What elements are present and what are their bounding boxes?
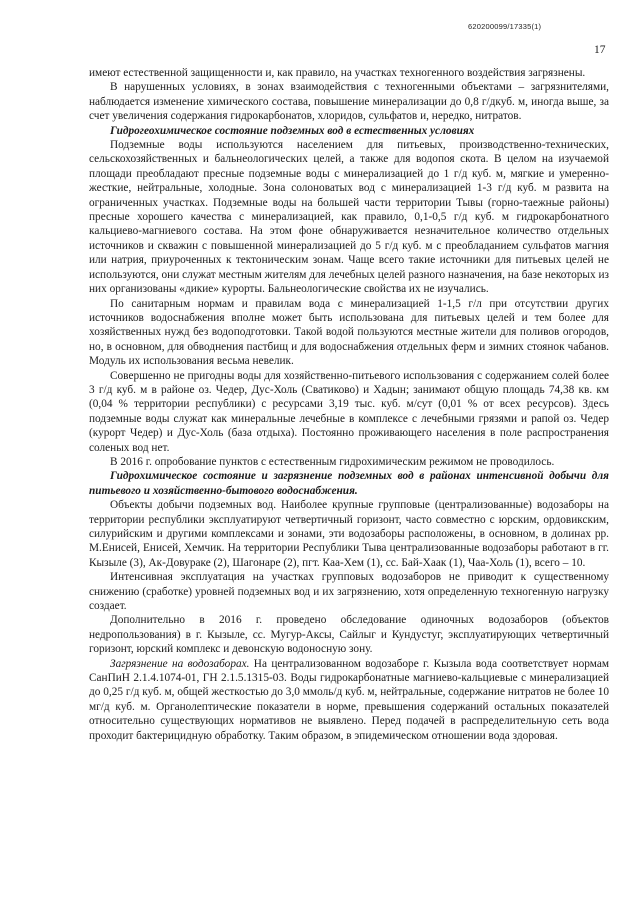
paragraph: По санитарным нормам и правилам вода с минерализацией 1-1,5 г/л при отсутствии других источников водоснабжения вполне может быть использована для питьевых целей и тем более для хозяйственных нужд без водоподготовки. Такой водой пользуются местные жители для поливов огородов, но, в основном, для обводнения пастбищ и для водоснабжения отдельных ферм и зимних стоянок чабанов. Модуль их использования весьма невелик. — [89, 297, 609, 368]
paragraph: Совершенно не пригодны воды для хозяйственно-питьевого использования с содержанием солей более 3 г/д куб. м в районе оз. Чедер, Дус-Холь (Сватиково) и Хадын; занимают общую площадь 74,38 кв. км (0,04 % территории республики) с ресурсами 3,19 тыс. куб. м/сут (0,01 % от всех ресурсов). Здесь подземные воды служат как минеральные лечебные в комплексе с лечебными грязями и рапой оз. Чедер (курорт Чедер) и Дус-Холь (база отдыха). Постоянно проживающего населения в поле распространения соленых вод нет. — [89, 369, 609, 454]
paragraph: В 2016 г. опробование пунктов с естественным гидрохимическим режимом не проводилось. — [110, 455, 555, 468]
paragraph: имеют естественной защищенности и, как правило, на участках техногенного воздействия загрязнены. — [89, 67, 586, 79]
paragraph: Подземные воды используются населением для питьевых, производственно-технических, сельскохозяйственных и бальнеологических целей, а также для водопоя скота. В целом на изучаемой площади преобладают пресные подземные воды с минерализацией до 1 г/д куб. м, мягкие и умеренно-жесткие, нейтральные, холодные. Зона солоноватых вод с минерализацией 1-3 г/д куб. м развита на ограниченных участках. Подземные воды на большей части территории Тывы (горно-таежные районы) пресные хорошего качества с минерализацией, как правило, 0,1-0,5 г/д куб. м гидрокарбонатного кальциево-магниевого состава. На этом фоне обнаруживается незначительное количество отдельных источников и скважин с повышенной минерализацией до 5 г/д куб. м с преобладанием сульфатов магния или натрия, приуроченных к тектоническим зонам. Чаще всего такие источники для питьевых целей не используются, они служат местным жителям для лечебных целей разного назначения, на базе некоторых из них организованы «дикие» курорты. Бальнеологические свойства их не изучались. — [89, 139, 609, 296]
paragraph-text: На централизованном водозаборе г. Кызыла вода соответствует нормам СанПиН 2.1.4.1074-01, ГН 2.1.5.1315-03. Воды гидрокарбонатные магниево-кальциевые с минерализацией до 0,25 г/д куб. м, общей жесткостью до 3,0 ммоль/д куб. м, нейтральные, содержание нитратов не более 10 мг/д куб. м. Органолептические показатели в норме, превышения содержаний остальных показателей относительно существующих нормативов не выявлено. Перед подачей в распределительную сеть вода проходит бактерицидную обработку. Таким образом, в эпидемическом отношении вода здоровая. — [89, 657, 609, 742]
paragraph: В нарушенных условиях, в зонах взаимодействия с техногенными объектами – загрязнителями, наблюдается изменение химического состава, повышение минерализации до 0,8 г/дкуб. м, иногда выше, за счет увеличения содержания гидрокарбонатов, хлоридов, сульфатов и, нередко, нитратов. — [89, 81, 609, 123]
document-body — [89, 66, 609, 743]
document-code: 620200099/17335(1) — [468, 22, 542, 31]
paragraph — [89, 657, 609, 743]
paragraph: Интенсивная эксплуатация на участках групповых водозаборов не приводит к существенному снижению (сработке) уровней подземных вод и их загрязнению, хотя определенную техногенную нагрузку создает. — [89, 571, 609, 613]
paragraph: Дополнительно в 2016 г. проведено обследование одиночных водозаборов (объектов недропользования) в г. Кызыле, сс. Мугур-Аксы, Сайлыг и Кундустуг, эксплуатирующих четвертичный горизонт, юрский комплекс и девонскую водоносную зону. — [89, 614, 609, 656]
page-number: 17 — [594, 44, 606, 56]
paragraph-lead: Загрязнение на водозаборах. — [110, 657, 250, 670]
section-heading: Гидрохимическое состояние и загрязнение подземных вод в районах интенсивной добычи для питьевого и хозяйственно-бытового водоснабжения. — [89, 470, 609, 497]
paragraph: Объекты добычи подземных вод. Наиболее крупные групповые (централизованные) водозаборы на территории республики эксплуатируют четвертичный горизонт, часто совместно с юрским, ордовикским, силурийским и другими комплексами и зонами, эти водозаборы расположены, в основном, в долинах рр. М.Енисей, Енисей, Хемчик. На территории Республики Тыва централизованные водозаборы работают в гг. Кызыле (3), Ак-Довураке (2), Шагонаре (2), пгт. Каа-Хем (1), сс. Бай-Хаак (1), Чаа-Холь (1), всего – 10. — [89, 499, 609, 569]
section-heading: Гидрогеохимическое состояние подземных вод в естественных условиях — [110, 124, 475, 137]
